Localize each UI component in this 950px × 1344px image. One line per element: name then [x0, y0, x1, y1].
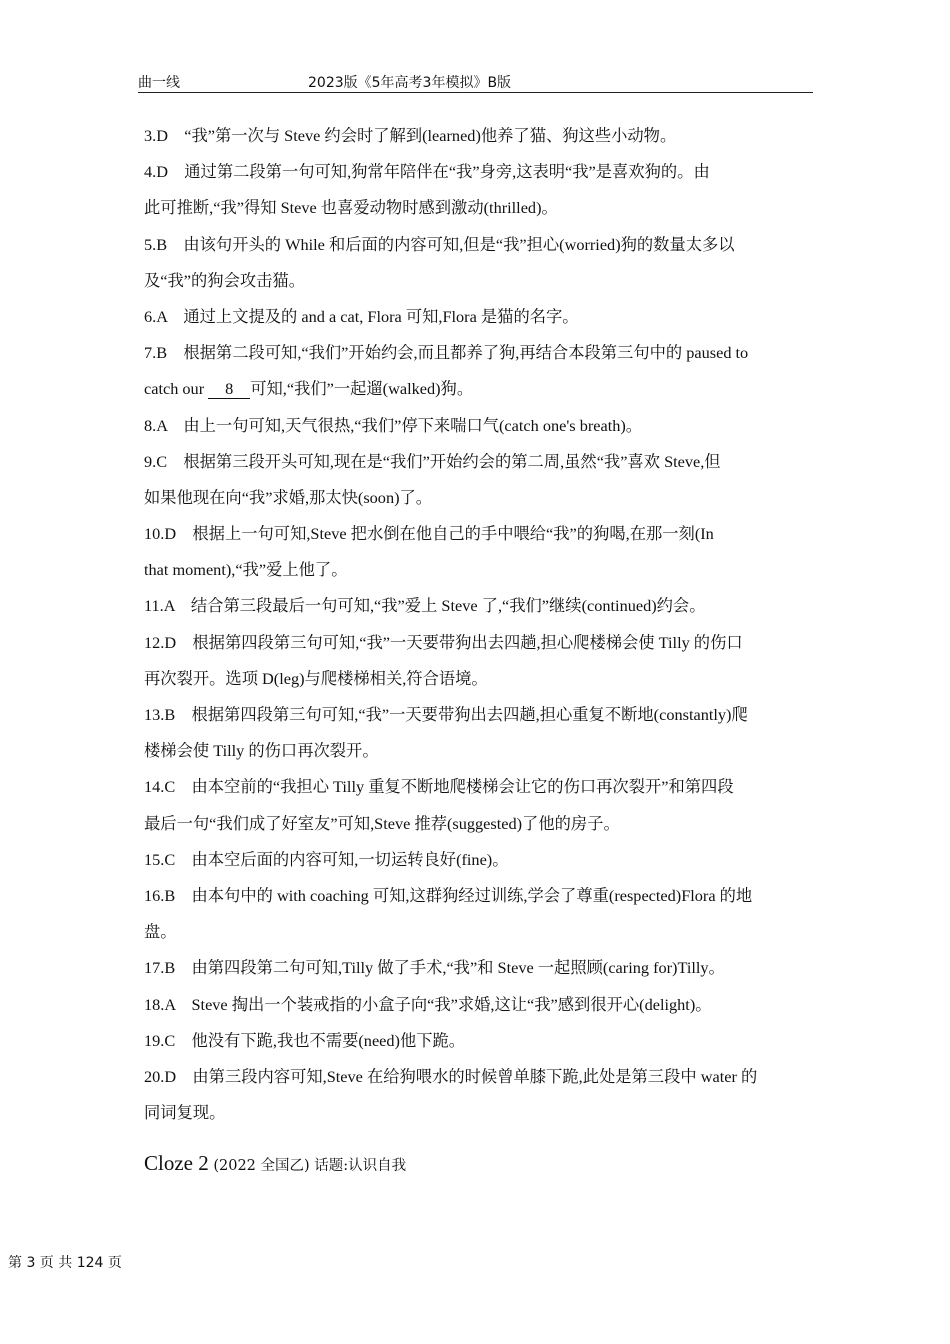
- blank-prefix: catch our: [144, 379, 209, 399]
- section-heading: [144, 1148, 406, 1178]
- text-line: 9.C 根据第三段开头可知,现在是“我们”开始约会的第二周,虽然“我”喜欢 Steve,但: [144, 451, 721, 471]
- text-line: 15.C 由本空后面的内容可知,一切运转良好(fine)。: [144, 849, 509, 869]
- text-line-with-blank: [144, 371, 809, 407]
- text-line: 此可推断,“我”得知 Steve 也喜爱动物时感到激动(thrilled)。: [144, 198, 558, 218]
- answer-explanations: [144, 118, 809, 1131]
- text-line: 17.B 由第四段第二句可知,Tilly 做了手术,“我”和 Steve 一起照顾(caring for)Tilly。: [144, 958, 725, 978]
- text-line: 如果他现在向“我”求婚,那太快(soon)了。: [144, 487, 433, 507]
- page-header: [138, 72, 813, 93]
- text-line: 3.D “我”第一次与 Steve 约会时了解到(learned)他养了猫、狗这些小动物。: [144, 126, 677, 145]
- text-line: 4.D 通过第二段第一句可知,狗常年陪伴在“我”身旁,这表明“我”是喜欢狗的。由: [144, 162, 710, 182]
- text-line: 19.C 他没有下跪,我也不需要(need)他下跪。: [144, 1030, 466, 1050]
- text-line: 7.B 根据第二段可知,“我们”开始约会,而且都养了狗,再结合本段第三句中的 paused to: [144, 343, 749, 363]
- text-line: 5.B 由该句开头的 While 和后面的内容可知,但是“我”担心(worried)狗的数量太多以: [144, 234, 735, 254]
- page-footer: 第 3 页 共 124 页: [8, 1255, 122, 1271]
- text-line: 楼梯会使 Tilly 的伤口再次裂开。: [144, 741, 379, 761]
- blank-suffix: 可知,“我们”一起遛(walked)狗。: [250, 379, 474, 399]
- text-line: 18.A Steve 掏出一个装戒指的小盒子向“我”求婚,这让“我”感到很开心(delight)。: [144, 994, 712, 1014]
- text-line: 再次裂开。选项 D(leg)与爬楼梯相关,符合语境。: [144, 668, 488, 688]
- text-line: 6.A 通过上文提及的 and a cat, Flora 可知,Flora 是猫的名字。: [144, 306, 579, 326]
- header-brand: 曲一线: [138, 75, 180, 91]
- text-line: 同词复现。: [144, 1103, 226, 1123]
- text-line: 13.B 根据第四段第三句可知,“我”一天要带狗出去四趟,担心重复不断地(constantly)爬: [144, 705, 748, 724]
- text-line: 16.B 由本句中的 with coaching 可知,这群狗经过训练,学会了尊重(respected)Flora 的地: [144, 885, 753, 905]
- text-line: 10.D 根据上一句可知,Steve 把水倒在他自己的手中喂给“我”的狗喝,在那一刻(In: [144, 524, 714, 544]
- blank-number: 8: [208, 380, 250, 399]
- text-line: 最后一句“我们成了好室友”可知,Steve 推荐(suggested)了他的房子。: [144, 813, 620, 833]
- section-title: Cloze 2: [144, 1151, 209, 1175]
- text-line: 12.D 根据第四段第三句可知,“我”一天要带狗出去四趟,担心爬楼梯会使 Tilly 的伤口: [144, 632, 743, 652]
- text-line: that moment),“我”爱上他了。: [144, 560, 348, 580]
- text-line: 盘。: [144, 922, 177, 942]
- section-meta: (2022 全国乙) 话题:认识自我: [208, 1158, 407, 1174]
- header-book-title: 2023版《5年高考3年模拟》B版: [308, 75, 512, 91]
- text-line: 11.A 结合第三段最后一句可知,“我”爱上 Steve 了,“我们”继续(continued)约会。: [144, 596, 706, 616]
- text-line: 及“我”的狗会攻击猫。: [144, 270, 305, 290]
- text-line: 8.A 由上一句可知,天气很热,“我们”停下来喘口气(catch one's breath)。: [144, 415, 643, 435]
- text-line: 14.C 由本空前的“我担心 Tilly 重复不断地爬楼梯会让它的伤口再次裂开”和第四段: [144, 777, 734, 797]
- text-line: 20.D 由第三段内容可知,Steve 在给狗喂水的时候曾单膝下跪,此处是第三段中 water 的: [144, 1066, 758, 1086]
